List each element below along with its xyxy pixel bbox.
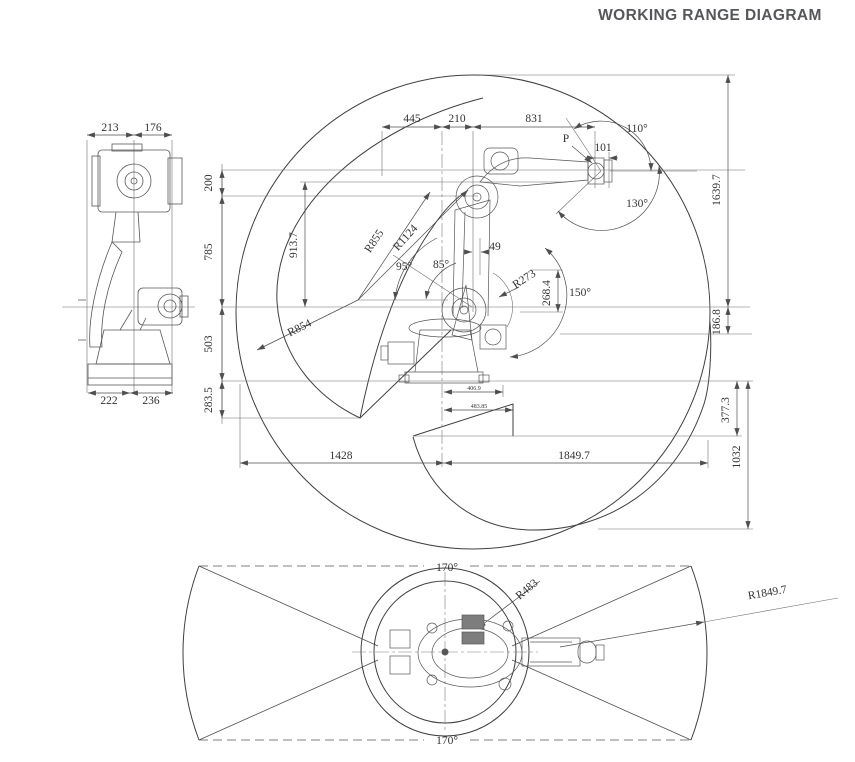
radius-r483: R483 [513, 577, 541, 603]
radius-r854: R854 [285, 317, 314, 340]
robot-arm-side-view [381, 148, 612, 383]
working-envelope [236, 75, 711, 549]
radius-r273: R273 [510, 267, 539, 292]
bottom-dimensions [240, 450, 708, 463]
wrist-annotations [556, 118, 697, 230]
dim-101: 101 [594, 142, 612, 154]
page-title: WORKING RANGE DIAGRAM [598, 7, 822, 24]
dim-445: 445 [403, 113, 421, 125]
dim-1032: 1032 [731, 445, 743, 469]
point-p-label: P [562, 133, 570, 145]
dim-785: 785 [203, 243, 215, 261]
reference-lines [222, 75, 753, 529]
base-annotations [444, 248, 591, 410]
dim-377-3: 377.3 [720, 397, 732, 423]
dim-483-85: 483.85 [470, 404, 488, 410]
robot-side-profile [78, 144, 188, 385]
side-dim-213: 213 [101, 122, 119, 134]
dim-186-8: 186.8 [711, 309, 723, 335]
angle-170-bottom: 170° [436, 735, 458, 747]
dim-913-7: 913.7 [288, 232, 300, 258]
dim-210: 210 [448, 113, 466, 125]
dim-831: 831 [525, 113, 543, 125]
left-dimensions [203, 164, 305, 424]
main-view [203, 75, 753, 549]
dim-1428: 1428 [329, 450, 353, 462]
angle-95: 95° [395, 261, 413, 273]
radius-r1849-7: R1849.7 [747, 583, 788, 603]
side-dim-222: 222 [100, 395, 118, 407]
radius-r1124: R1124 [391, 222, 421, 254]
dim-49: 49 [489, 241, 501, 253]
angle-170-top: 170° [436, 562, 458, 574]
angle-150: 150° [569, 287, 591, 299]
dim-406-9: 406.9 [467, 386, 481, 392]
angle-130: 130° [626, 198, 648, 210]
side-dim-176: 176 [144, 122, 162, 134]
side-dim-236: 236 [142, 395, 160, 407]
dim-503: 503 [203, 335, 215, 353]
angle-85: 85° [432, 259, 450, 271]
dim-268-4: 268.4 [541, 280, 553, 306]
radius-r855: R855 [362, 227, 387, 256]
dim-200: 200 [203, 174, 215, 192]
dim-283-5: 283.5 [203, 387, 215, 413]
robot-top-view [390, 615, 604, 690]
top-view [183, 562, 838, 747]
side-view [62, 122, 195, 407]
dim-1849-7: 1849.7 [558, 450, 590, 462]
angle-110: 110° [626, 123, 648, 135]
right-dimensions [711, 75, 748, 529]
dim-1639-7: 1639.7 [711, 174, 723, 206]
top-dimensions [382, 113, 595, 127]
